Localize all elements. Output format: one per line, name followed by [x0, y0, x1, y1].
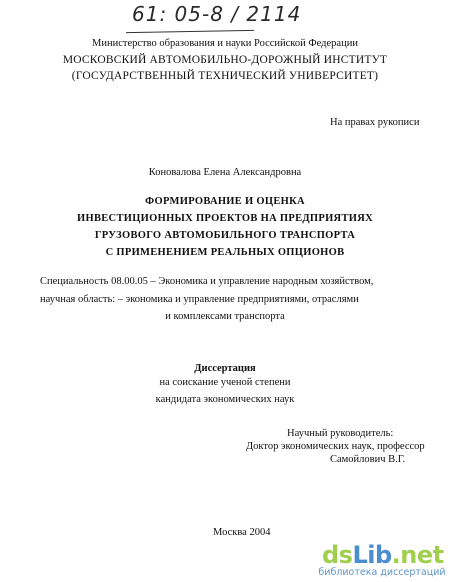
- specialty-line-1: Специальность 08.00.05 – Экономика и управление народным хозяйством,: [40, 276, 374, 287]
- supervisor-name: Самойлович В.Г.: [330, 454, 406, 465]
- author-name: Коновалова Елена Александровна: [148, 167, 302, 178]
- title-line-4: С ПРИМЕНЕНИЕМ РЕАЛЬНЫХ ОПЦИОНОВ: [105, 247, 345, 258]
- title-line-3: ГРУЗОВОГО АВТОМОБИЛЬНОГО ТРАНСПОРТА: [94, 230, 356, 241]
- stamp-underline: [126, 30, 254, 33]
- title-line-2: ИНВЕСТИЦИОННЫХ ПРОЕКТОВ НА ПРЕДПРИЯТИЯХ: [77, 213, 373, 224]
- supervisor-label: Научный руководитель:: [287, 428, 394, 439]
- title-line-1: ФОРМИРОВАНИЕ И ОЦЕНКА: [145, 196, 305, 207]
- specialty-line-3: и комплексами транспорта: [165, 311, 285, 322]
- dissertation-heading: Диссертация: [194, 363, 256, 374]
- logo-lib-text: Lib: [352, 541, 392, 569]
- institute-name: МОСКОВСКИЙ АВТОМОБИЛЬНО-ДОРОЖНЫЙ ИНСТИТУТ: [62, 54, 388, 66]
- dslib-logo: [322, 543, 444, 567]
- manuscript-note: На правах рукописи: [330, 117, 420, 128]
- supervisor-degree: Доктор экономических наук, профессор: [246, 441, 425, 452]
- ministry-line: Министерство образования и науки Российской Федерации: [92, 38, 358, 49]
- logo-net-text: .net: [391, 541, 444, 569]
- dissertation-degree-line-1: на соискание ученой степени: [159, 377, 291, 388]
- specialty-line-2: научная область: – экономика и управление предприятиями, отраслями: [40, 294, 359, 305]
- city-year: Москва 2004: [213, 527, 271, 538]
- handwritten-catalog-code: 61: 05-8 / 2114: [132, 2, 302, 26]
- logo-tagline: библиотека диссертаций: [318, 567, 446, 578]
- dissertation-degree-line-2: кандидата экономических наук: [155, 394, 295, 405]
- university-name: (ГОСУДАРСТВЕННЫЙ ТЕХНИЧЕСКИЙ УНИВЕРСИТЕТ): [71, 70, 379, 82]
- logo-ds-text: ds: [322, 541, 353, 569]
